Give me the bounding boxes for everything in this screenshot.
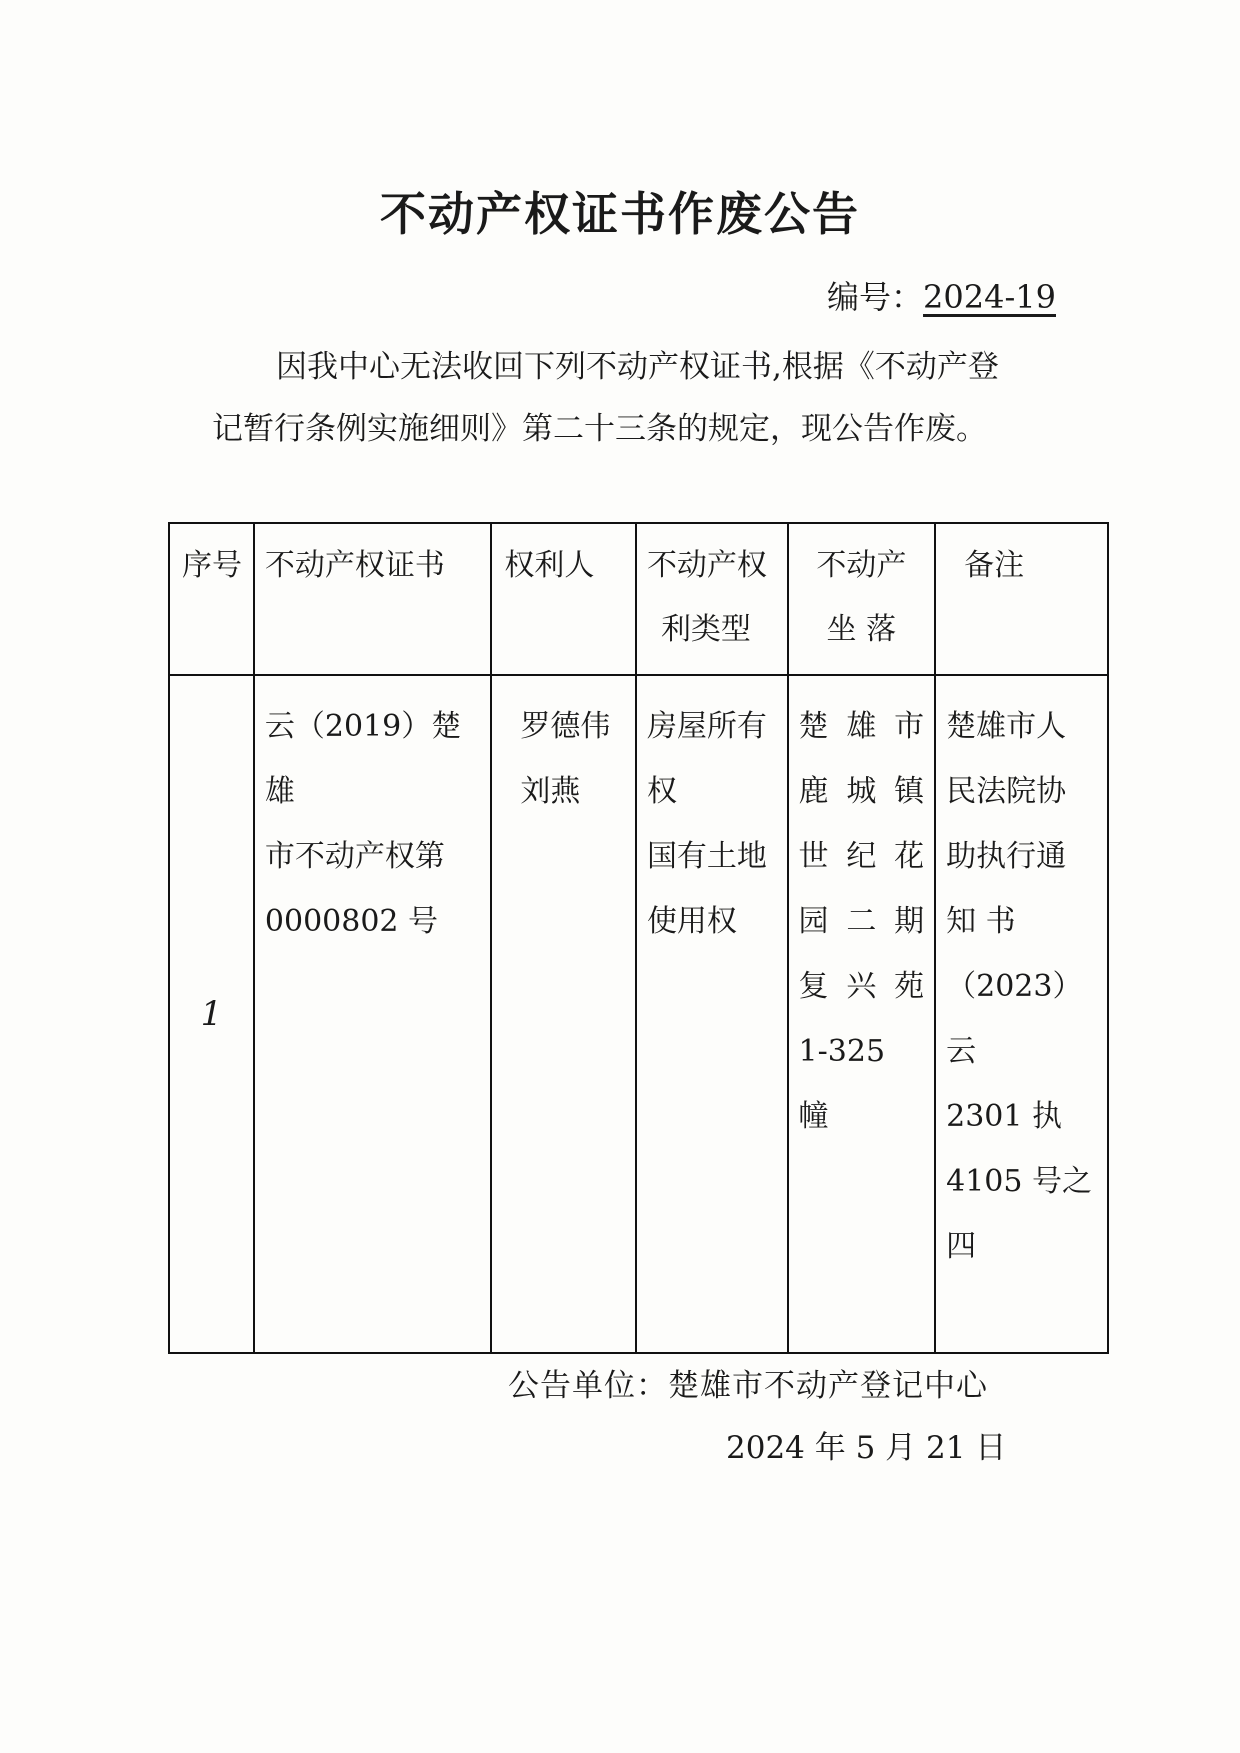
- header-right-type-line-2: 利类型: [660, 612, 751, 647]
- intro-paragraph: [212, 336, 1072, 460]
- remark-line: 四: [946, 1229, 977, 1264]
- location-line: 1-325 幢: [798, 1034, 886, 1134]
- remark-line: 楚雄市人: [946, 709, 1067, 744]
- holder-line: 罗德伟: [520, 709, 611, 744]
- certificate-cell: [254, 675, 492, 1353]
- holder-cell: [491, 675, 636, 1353]
- location-line: 楚 雄 市: [798, 709, 925, 744]
- holder-line: 刘燕: [520, 774, 581, 809]
- location-line: 复 兴 苑: [798, 969, 925, 1004]
- header-right-type: [636, 523, 788, 675]
- header-certificate: 不动产权证书: [254, 523, 492, 675]
- right-type-line: 权: [646, 774, 677, 809]
- right-type-line: 房屋所有: [646, 709, 767, 744]
- remark-line: 民法院协: [946, 774, 1067, 809]
- header-right-type-line-1: 不动产权: [646, 548, 767, 583]
- intro-line-1: 因我中心无法收回下列不动产权证书,根据《不动产登: [276, 349, 999, 385]
- certificate-line: 市不动产权第: [264, 839, 445, 874]
- remark-line: 助执行通: [946, 839, 1067, 874]
- table-row: [169, 675, 1108, 1353]
- header-location-line-1: 不动产: [816, 548, 907, 583]
- location-line: 鹿 城 镇: [798, 774, 925, 809]
- certificate-table: [168, 522, 1109, 1354]
- notice-date: 2024 年 5 月 21 日: [726, 1430, 1007, 1466]
- remark-line: 4105 号之: [946, 1164, 1092, 1199]
- right-type-line: 国有土地: [646, 839, 767, 874]
- header-holder: 权利人: [491, 523, 636, 675]
- location-line: 园 二 期: [798, 904, 925, 939]
- remark-cell: [935, 675, 1108, 1353]
- table-header-row: [169, 523, 1108, 675]
- right-type-cell: [636, 675, 788, 1353]
- header-location-line-2: 坐 落: [826, 612, 897, 647]
- intro-line-2: 记暂行条例实施细则》第二十三条的规定，现公告作废。: [212, 411, 987, 447]
- notice-title: 不动产权证书作废公告: [380, 187, 860, 241]
- serial-value: 2024-19: [923, 278, 1056, 316]
- header-remark: 备注: [935, 523, 1108, 675]
- remark-line: （2023） 云: [946, 969, 1083, 1069]
- serial-number: [827, 272, 1056, 318]
- remark-line: 知 书: [946, 904, 1016, 939]
- remark-line: 2301 执: [946, 1099, 1062, 1134]
- certificate-line: 云（2019）楚雄: [264, 709, 462, 809]
- issuing-unit: 公告单位：楚雄市不动产登记中心: [508, 1368, 988, 1404]
- location-cell: [788, 675, 936, 1353]
- right-type-line: 使用权: [646, 904, 737, 939]
- certificate-rows: [169, 675, 1108, 1353]
- header-seq: 序号: [169, 523, 254, 675]
- certificate-line: 0000802 号: [264, 904, 439, 939]
- seq-cell: 1: [169, 675, 254, 1353]
- header-location: [788, 523, 936, 675]
- serial-label: 编号：: [827, 278, 924, 316]
- location-line: 世 纪 花: [798, 839, 925, 874]
